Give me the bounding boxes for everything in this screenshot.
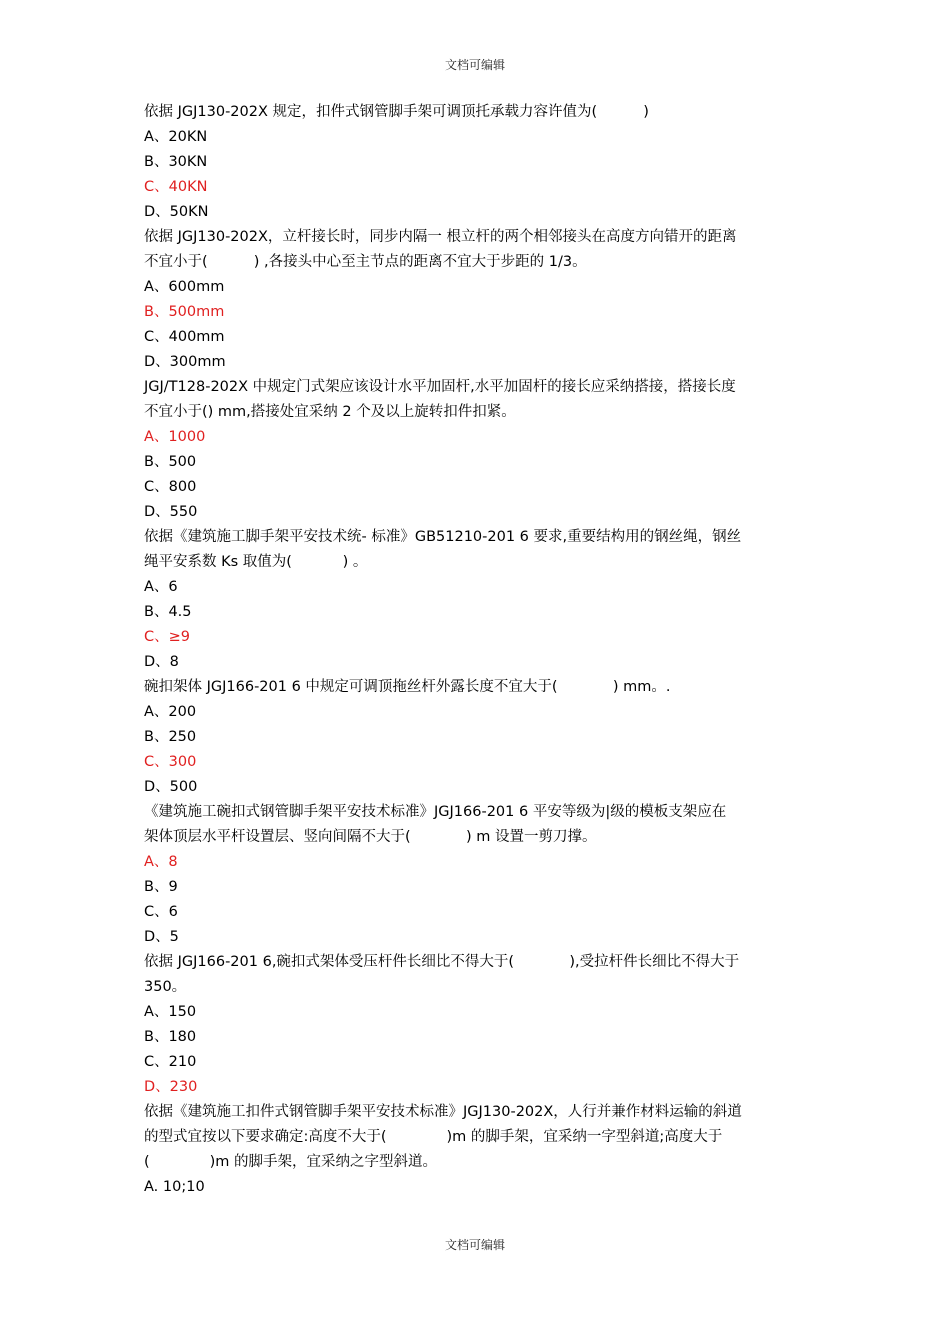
answer-option: A、600mm xyxy=(144,279,225,295)
answer-option: B、30KN xyxy=(144,154,208,170)
question-block xyxy=(144,950,810,1100)
answer-option: B、250 xyxy=(144,729,197,745)
answer-option: B、500 xyxy=(144,454,197,470)
answer-option: D、8 xyxy=(144,654,179,670)
answer-option: D、500 xyxy=(144,779,198,795)
answer-option: A、150 xyxy=(144,1004,197,1020)
question-text: 依据 JGJ130-202X，立杆接长时，同步内隔一 根立杆的两个相邻接头在高度方向错开的距离 xyxy=(144,229,737,245)
question-text: 架体顶层水平杆设置层、竖向间隔不大于( ) m 设置一剪刀撑。 xyxy=(144,829,597,845)
question-block xyxy=(144,100,810,225)
question-block xyxy=(144,225,810,375)
question-text: 碗扣架体 JGJ166-201 6 中规定可调顶拖丝杆外露长度不宜大于( ) mm。. xyxy=(144,679,671,695)
answer-option-correct: A、8 xyxy=(144,854,178,870)
answer-option: D、5 xyxy=(144,929,179,945)
question-text: 绳平安系数 Ks 取值为( ) 。 xyxy=(144,554,368,570)
answer-option: D、50KN xyxy=(144,204,209,220)
question-text: 依据《建筑施工脚手架平安技术统- 标准》GB51210-201 6 要求,重要结构用的钢丝绳，钢丝 xyxy=(144,529,742,545)
question-text: 不宜小于() mm,搭接处宜采纳 2 个及以上旋转扣件扣紧。 xyxy=(144,404,516,420)
answer-option-correct: B、500mm xyxy=(144,304,225,320)
question-text: 依据 JGJ166-201 6,碗扣式架体受压杆件长细比不得大于( ),受拉杆件长细比不得大于 xyxy=(144,954,740,970)
answer-option: A、6 xyxy=(144,579,178,595)
page-header: 文档可编辑 xyxy=(444,58,505,72)
answer-option-correct: C、300 xyxy=(144,754,197,770)
answer-option: B、4.5 xyxy=(144,604,192,620)
question-text: 《建筑施工碗扣式钢管脚手架平安技术标准》JGJ166-201 6 平安等级为|级的模板支架应在 xyxy=(144,804,727,820)
answer-option-correct: A、1000 xyxy=(144,429,206,445)
answer-option: C、400mm xyxy=(144,329,225,345)
question-block xyxy=(144,800,810,950)
answer-option: B、9 xyxy=(144,879,178,895)
answer-option: B、180 xyxy=(144,1029,197,1045)
question-block xyxy=(144,675,810,800)
question-text: 的型式宜按以下要求确定:高度不大于( )m 的脚手架，宜采纳一字型斜道;高度大于 xyxy=(144,1129,723,1145)
answer-option-correct: C、≥9 xyxy=(144,629,190,645)
answer-option: C、6 xyxy=(144,904,178,920)
question-block xyxy=(144,525,810,675)
answer-option: C、210 xyxy=(144,1054,197,1070)
answer-option-correct: C、40KN xyxy=(144,179,208,195)
answer-option: C、800 xyxy=(144,479,197,495)
answer-option-correct: D、230 xyxy=(144,1079,198,1095)
question-block xyxy=(144,1100,810,1200)
answer-option: D、550 xyxy=(144,504,198,520)
question-text: 依据 JGJ130-202X 规定，扣件式钢管脚手架可调顶托承载力容许值为( ) xyxy=(144,104,649,120)
question-text: 依据《建筑施工扣件式钢管脚手架平安技术标准》JGJ130-202X，人行并兼作材料运输的斜道 xyxy=(144,1104,742,1120)
answer-option: D、300mm xyxy=(144,354,226,370)
question-text: 不宜小于( ) ,各接头中心至主节点的距离不宜大于步距的 1/3。 xyxy=(144,254,587,270)
page-footer: 文档可编辑 xyxy=(444,1238,505,1252)
question-text: JGJ/T128-202X 中规定门式架应该设计水平加固杆,水平加固杆的接长应采纳搭接，搭接长度 xyxy=(144,379,736,395)
question-block xyxy=(144,375,810,525)
answer-option: A、20KN xyxy=(144,129,208,145)
answer-option: A、200 xyxy=(144,704,197,720)
question-text: 350。 xyxy=(144,979,187,995)
question-text: ( )m 的脚手架，宜采纳之字型斜道。 xyxy=(144,1154,437,1170)
question-list xyxy=(144,100,810,1200)
answer-option: A. 10;10 xyxy=(144,1179,205,1195)
